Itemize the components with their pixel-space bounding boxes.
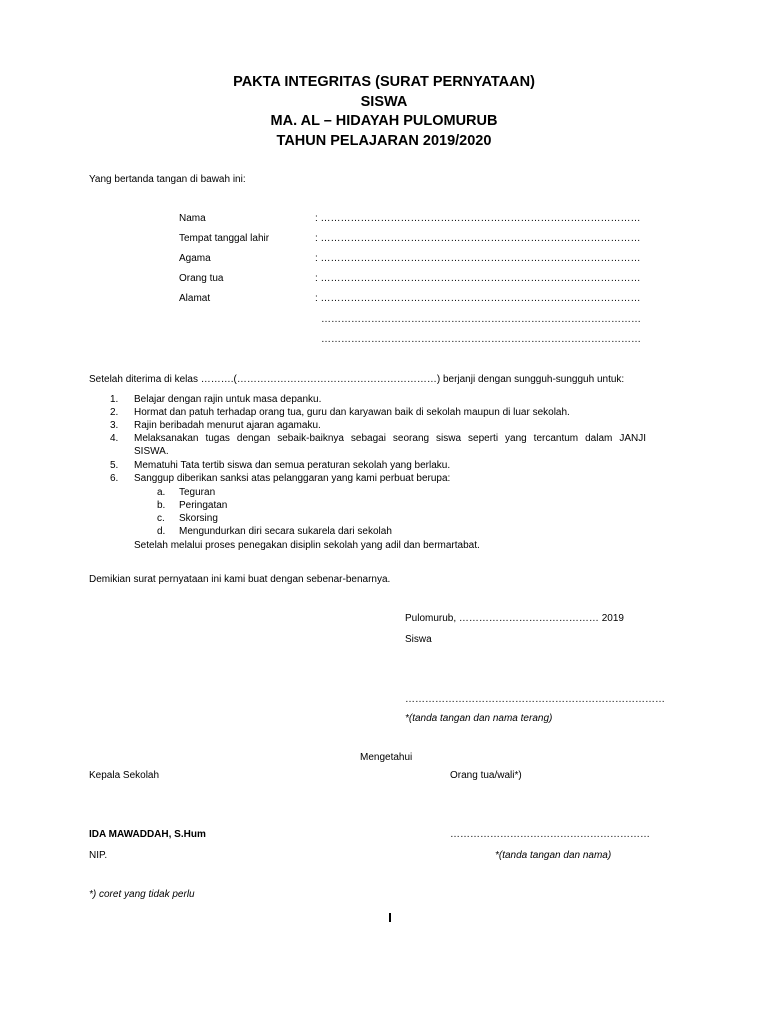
field-value-agama: : ……………………………………………………………………………………: [315, 253, 641, 264]
nip-label: NIP.: [89, 850, 108, 861]
sanction-item: Teguran: [179, 487, 216, 498]
sanction-item: Skorsing: [179, 513, 218, 524]
sanction-letter: d.: [157, 526, 166, 537]
principal-title: Kepala Sekolah: [89, 770, 160, 781]
list-item-continuation: SISWA.: [134, 446, 169, 457]
field-value-orang-tua: : ……………………………………………………………………………………: [315, 273, 641, 284]
sanction-letter: c.: [157, 513, 165, 524]
parent-signature-note: *(tanda tangan dan nama): [495, 850, 612, 861]
list-item-number: 3.: [110, 420, 119, 431]
address-line-2: ……………………………………………………………………………………: [321, 314, 641, 325]
field-label-orang-tua: Orang tua: [179, 273, 224, 284]
list-item: Belajar dengan rajin untuk masa depanku.: [134, 394, 322, 405]
address-line-3: ……………………………………………………………………………………: [321, 334, 641, 345]
parent-title: Orang tua/wali*): [450, 770, 522, 781]
signature-line: ……………………………………………………………………: [405, 694, 665, 705]
intro-text: Yang bertanda tangan di bawah ini:: [89, 174, 246, 185]
field-value-alamat: : ……………………………………………………………………………………: [315, 293, 641, 304]
list-item: Rajin beribadah menurut ajaran agamaku.: [134, 420, 321, 431]
footnote: *) coret yang tidak perlu: [89, 889, 195, 900]
signature-note: *(tanda tangan dan nama terang): [405, 713, 553, 724]
list-item-number: 1.: [110, 394, 119, 405]
principal-name: IDA MAWADDAH, S.Hum: [89, 829, 206, 840]
list-item: Melaksanakan tugas dengan sebaik-baiknya sebagai seorang siswa seperti yang tercantum dalam JANJI: [134, 433, 646, 444]
field-label-nama: Nama: [179, 213, 206, 224]
closing-text: Demikian surat pernyataan ini kami buat dengan sebenar-benarnya.: [89, 574, 391, 585]
acknowledged-label: Mengetahui: [360, 752, 413, 763]
list-item-number: 5.: [110, 460, 119, 471]
sanction-letter: a.: [157, 487, 166, 498]
signer-role: Siswa: [405, 634, 432, 645]
sanction-letter: b.: [157, 500, 166, 511]
sanction-item: Peringatan: [179, 500, 228, 511]
field-label-agama: Agama: [179, 253, 211, 264]
list-item-number: 2.: [110, 407, 119, 418]
page-marker: [389, 913, 391, 922]
field-value-nama: : ……………………………………………………………………………………: [315, 213, 641, 224]
document-title: PAKTA INTEGRITAS (SURAT PERNYATAAN): [233, 74, 535, 90]
place-date: Pulomurub, …………………………………… 2019: [405, 613, 624, 624]
field-value-tempat-tanggal-lahir: : ……………………………………………………………………………………: [315, 233, 641, 244]
field-label-alamat: Alamat: [179, 293, 211, 304]
list-item-number: 6.: [110, 473, 119, 484]
list-item: Mematuhi Tata tertib siswa dan semua peraturan sekolah yang berlaku.: [134, 460, 451, 471]
sanction-item: Mengundurkan diri secara sukarela dari sekolah: [179, 526, 392, 537]
list-item: Sanggup diberikan sanksi atas pelanggaran yang kami perbuat berupa:: [134, 473, 451, 484]
school-name: MA. AL – HIDAYAH PULOMURUB: [270, 113, 498, 129]
academic-year: TAHUN PELAJARAN 2019/2020: [276, 133, 492, 149]
list-item: Hormat dan patuh terhadap orang tua, guru dan karyawan baik di sekolah maupun di luar sekolah.: [134, 407, 570, 418]
document-subtitle: SISWA: [360, 94, 408, 110]
after-sanctions-text: Setelah melalui proses penegakan disiplin sekolah yang adil dan bermartabat.: [134, 540, 480, 551]
field-label-tempat-tanggal-lahir: Tempat tanggal lahir: [179, 233, 270, 244]
list-item-number: 4.: [110, 433, 119, 444]
parent-signature-line: ……………………………………………………: [450, 829, 650, 840]
promise-intro: Setelah diterima di kelas ……….(……………………………………………………) berjanji dengan sungguh-sungguh untuk:: [89, 374, 625, 385]
